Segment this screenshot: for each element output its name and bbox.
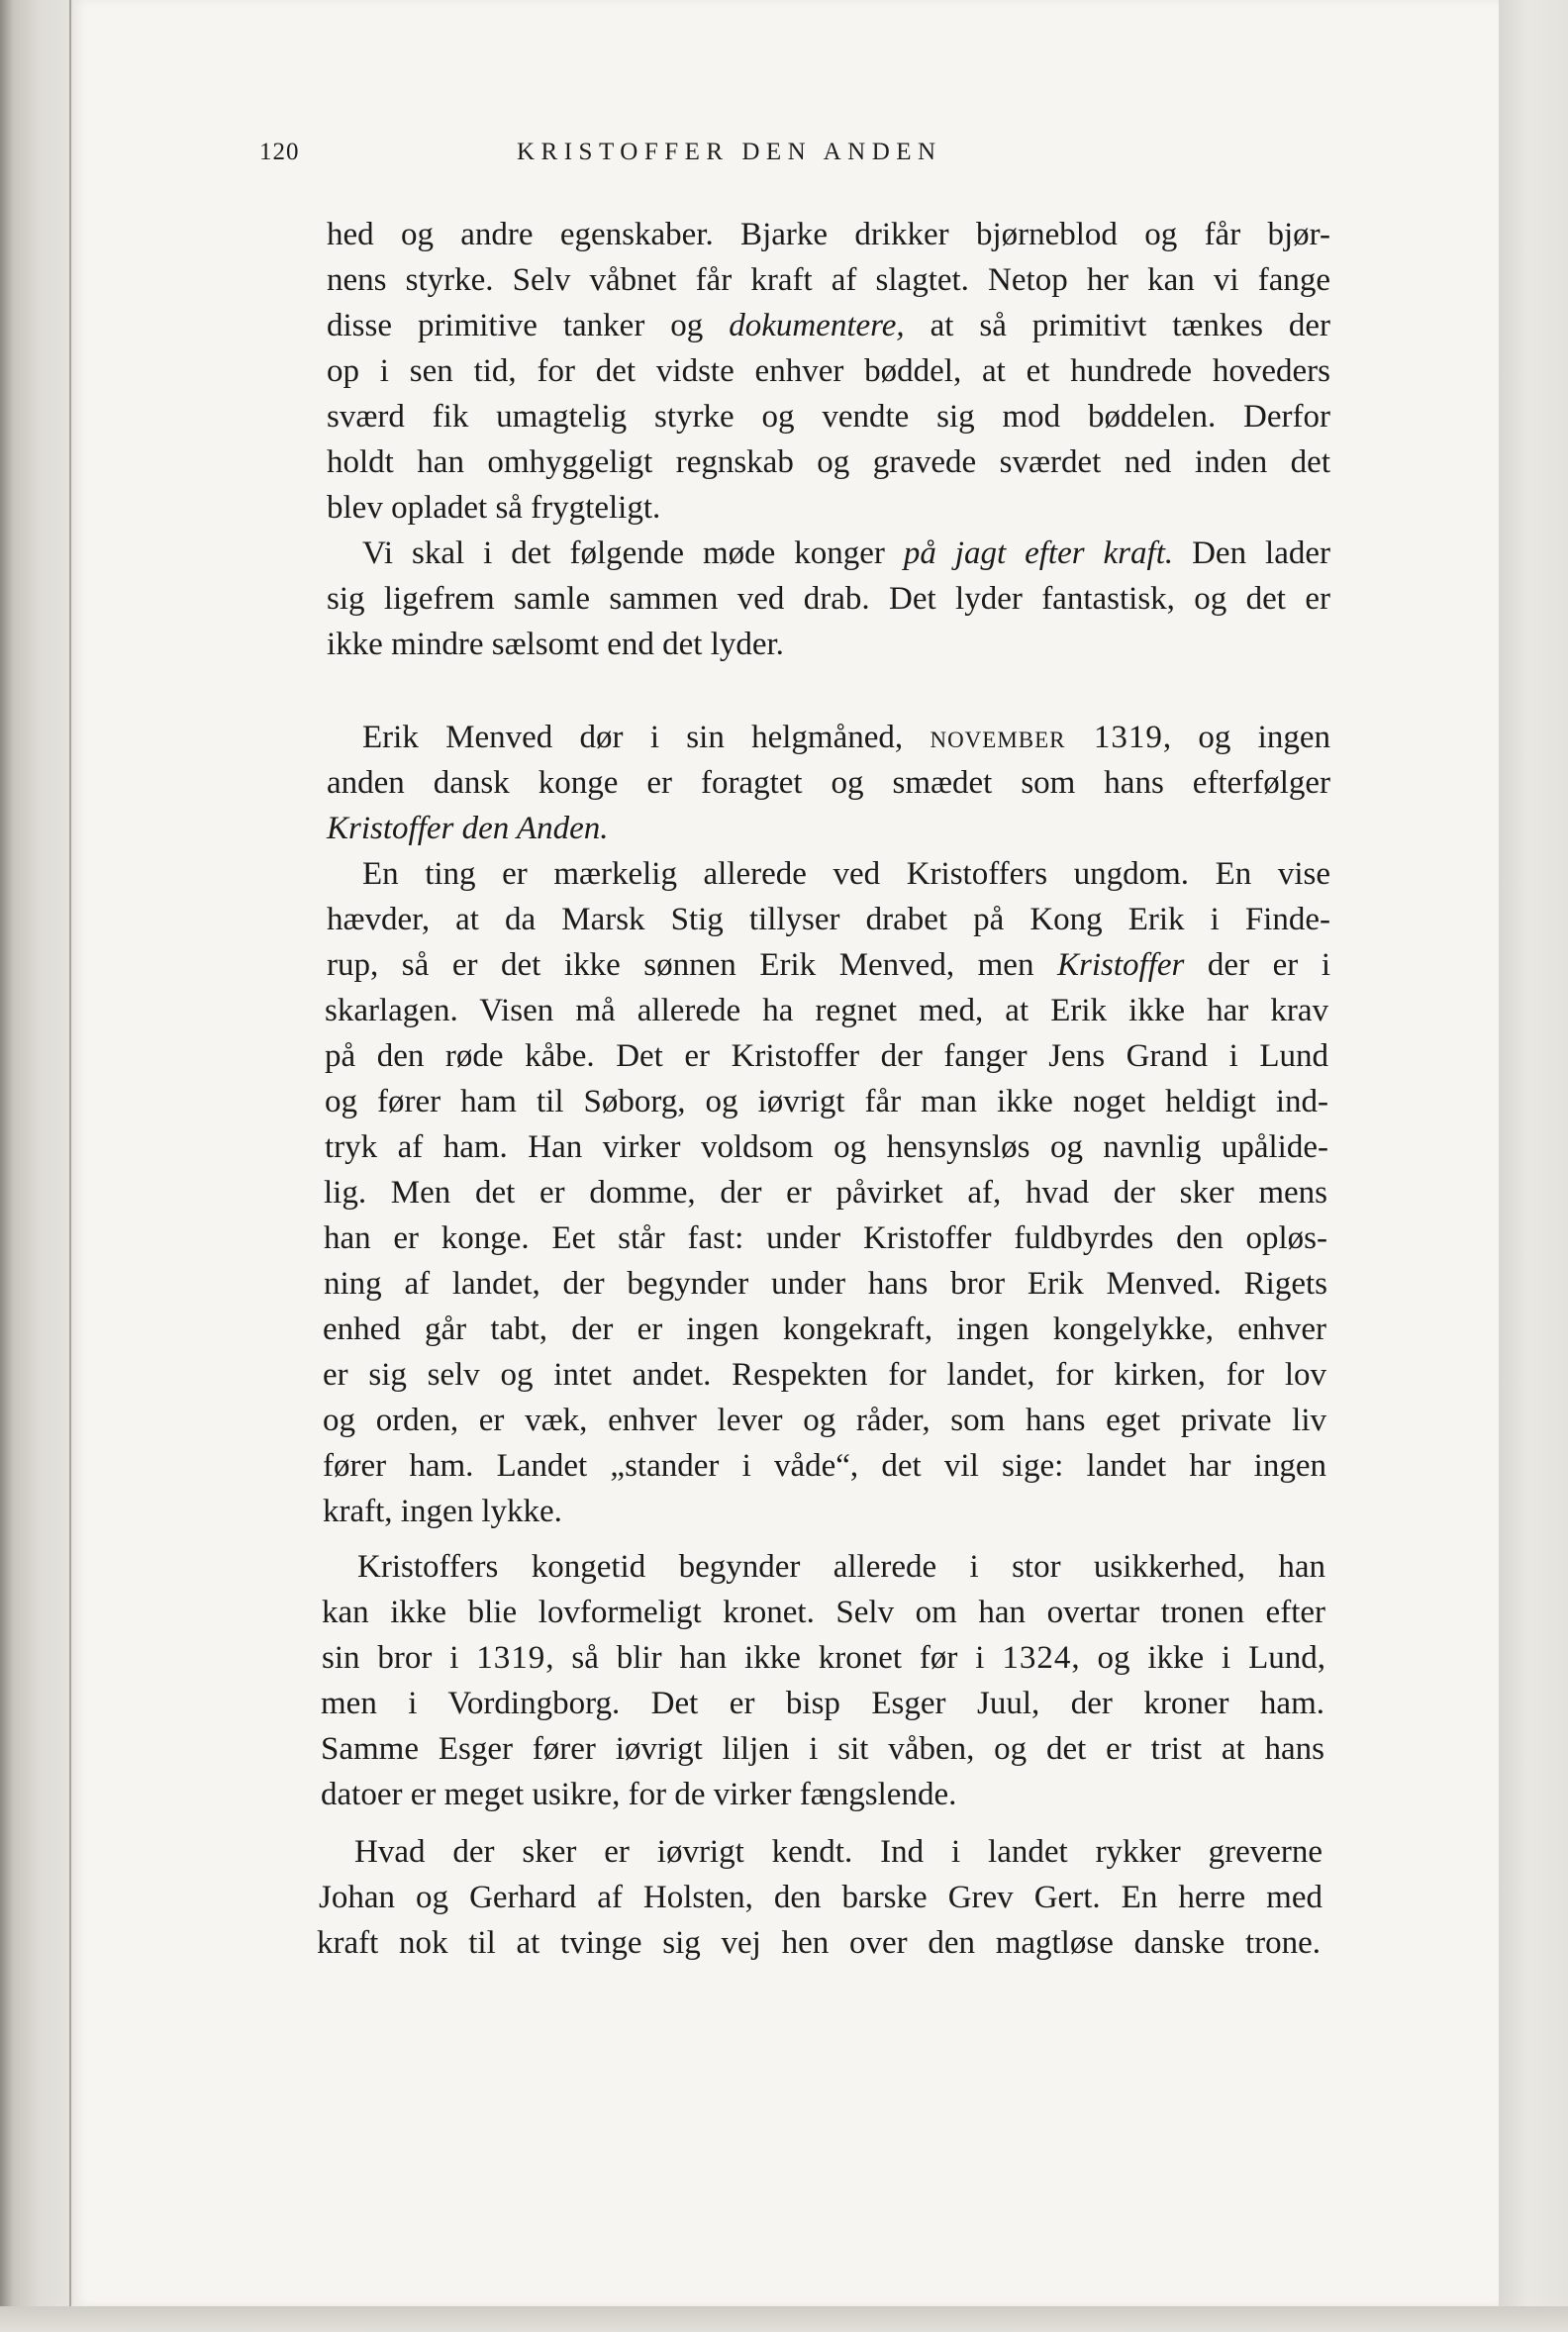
text-run: rup, så er det ikke sønnen Erik Menved, men: [327, 947, 1058, 983]
text-line: [327, 348, 1330, 394]
small-caps-run: november: [930, 720, 1066, 755]
italic-run: dokumentere,: [729, 308, 905, 343]
text-line: [324, 1170, 1327, 1215]
page-right-margin-shadow: [1499, 0, 1568, 2332]
text-run: lig. Men det er domme, der er påvirket af, hvad der sker mens: [324, 1175, 1327, 1211]
text-run: at så primitivt tænkes der: [904, 308, 1330, 343]
text-run: disse primitive tanker og: [327, 308, 730, 343]
text-line: [327, 485, 1330, 531]
text-line: [327, 897, 1330, 942]
text-run: sværd fik umagtelig styrke og vendte sig mod bøddelen. Derfor: [327, 399, 1330, 435]
text-line: [321, 1772, 1324, 1817]
text-run: fører ham. Landet „stander i våde“, det vil sige: landet har ingen: [323, 1448, 1326, 1484]
text-run: Den lader: [1173, 535, 1330, 571]
text-run: Hvad der sker er iøvrigt kendt. Ind i landet rykker greverne: [354, 1834, 1323, 1870]
text-run: kan ikke blie lovformeligt kronet. Selv om han overtar tronen efter: [322, 1595, 1325, 1630]
text-line: [323, 1443, 1326, 1489]
binding-gutter: [69, 0, 71, 2332]
text-run: sig ligefrem samle sammen ved drab. Det lyder fantastisk, og det er: [327, 581, 1330, 617]
text-run: er sig selv og intet andet. Respekten for landet, for kirken, for lov: [323, 1357, 1326, 1393]
text-line: [323, 1352, 1326, 1398]
text-line: [322, 1590, 1325, 1635]
italic-run: på jagt efter kraft.: [903, 535, 1174, 571]
text-run: sin bror i: [322, 1640, 477, 1676]
text-line: [321, 1681, 1324, 1726]
previous-page-edge: [0, 0, 77, 2332]
text-line: [323, 1398, 1326, 1443]
text-run: , og ingen: [1162, 720, 1330, 755]
text-line: [327, 212, 1330, 257]
text-run: ning af landet, der begynder under hans bror Erik Menved. Rigets: [324, 1266, 1327, 1302]
text-run: kraft, ingen lykke.: [323, 1494, 562, 1529]
page-bottom-edge: [0, 2306, 1568, 2332]
text-line: [325, 988, 1328, 1033]
text-line: [323, 1489, 1326, 1534]
text-run: 1324: [1002, 1640, 1072, 1676]
text-line: [322, 1544, 1325, 1590]
text-line: [327, 851, 1330, 897]
italic-run: Kristoffer den Anden.: [327, 811, 609, 846]
text-run: datoer er meget usikre, for de virker fængslende.: [321, 1777, 957, 1812]
text-run: tryk af ham. Han virker voldsom og hensynsløs og navnlig upålide-: [325, 1129, 1328, 1165]
text-line: [327, 806, 1330, 851]
text-run: hed og andre egenskaber. Bjarke drikker bjørneblod og får bjør-: [327, 217, 1330, 252]
text-run: og orden, er væk, enhver lever og råder, som hans eget private liv: [323, 1403, 1326, 1438]
text-run: , så blir han ikke kronet før i: [545, 1640, 1003, 1676]
text-line: [325, 1079, 1328, 1124]
text-line: [324, 1215, 1327, 1261]
text-run: nens styrke. Selv våbnet får kraft af slagtet. Netop her kan vi fange: [327, 262, 1330, 298]
text-line: [327, 531, 1330, 576]
text-run: op i sen tid, for det vidste enhver bøddel, at et hundrede hoveders: [327, 353, 1330, 389]
text-line: [322, 1635, 1325, 1681]
text-run: ikke mindre sælsomt end det lyder.: [327, 627, 784, 662]
text-line: [327, 394, 1330, 439]
text-run: hævder, at da Marsk Stig tillyser drabet på Kong Erik i Finde-: [327, 902, 1330, 937]
text-run: 1319: [476, 1640, 546, 1676]
text-run: Erik Menved dør i sin helgmåned,: [362, 720, 931, 755]
text-line: [327, 576, 1330, 622]
text-line: [327, 760, 1330, 806]
text-run: Vi skal i det følgende møde konger: [362, 535, 904, 571]
text-line: [325, 1033, 1328, 1079]
running-head: KRISTOFFER DEN ANDEN: [517, 139, 942, 165]
text-run: 1319: [1065, 720, 1163, 755]
text-line: [327, 257, 1330, 303]
text-run: på den røde kåbe. Det er Kristoffer der fanger Jens Grand i Lund: [325, 1038, 1328, 1074]
text-run: Samme Esger fører iøvrigt liljen i sit våben, og det er trist at hans: [321, 1731, 1324, 1767]
text-line: [319, 1829, 1323, 1875]
text-run: kraft nok til at tvinge sig vej hen over den magtløse danske trone.: [317, 1925, 1321, 1961]
text-run: Johan og Gerhard af Holsten, den barske Grev Gert. En herre med: [319, 1880, 1323, 1915]
text-run: anden dansk konge er foragtet og smædet som hans efterfølger: [327, 765, 1330, 801]
text-run: skarlagen. Visen må allerede ha regnet med, at Erik ikke har krav: [325, 993, 1328, 1028]
text-run: holdt han omhyggeligt regnskab og gravede sværdet ned inden det: [327, 444, 1330, 480]
text-line: [327, 303, 1330, 348]
text-run: blev opladet så frygteligt.: [327, 490, 661, 526]
text-line: [323, 1307, 1326, 1352]
text-run: , og ikke i Lund,: [1071, 1640, 1325, 1676]
text-run: han er konge. Eet står fast: under Kristoffer fuldbyrdes den opløs-: [324, 1220, 1327, 1256]
italic-run: Kristoffer: [1057, 947, 1185, 983]
text-line: [327, 942, 1330, 988]
text-line: [327, 439, 1330, 485]
text-line: [327, 622, 1330, 667]
text-line: [325, 1124, 1328, 1170]
text-run: En ting er mærkelig allerede ved Kristoffers ungdom. En vise: [362, 856, 1330, 892]
text-run: enhed går tabt, der er ingen kongekraft, ingen kongelykke, enhver: [323, 1312, 1326, 1347]
text-run: Kristoffers kongetid begynder allerede i stor usikkerhed, han: [357, 1549, 1325, 1585]
text-line: [317, 1920, 1321, 1966]
text-line: [319, 1875, 1323, 1920]
text-run: men i Vordingborg. Det er bisp Esger Juul, der kroner ham.: [321, 1686, 1324, 1721]
text-line: [327, 715, 1330, 760]
text-run: der er i: [1184, 947, 1330, 983]
page-number: 120: [259, 139, 300, 165]
text-line: [324, 1261, 1327, 1307]
text-line: [321, 1726, 1324, 1772]
text-run: og fører ham til Søborg, og iøvrigt får man ikke noget heldigt ind-: [325, 1084, 1328, 1119]
